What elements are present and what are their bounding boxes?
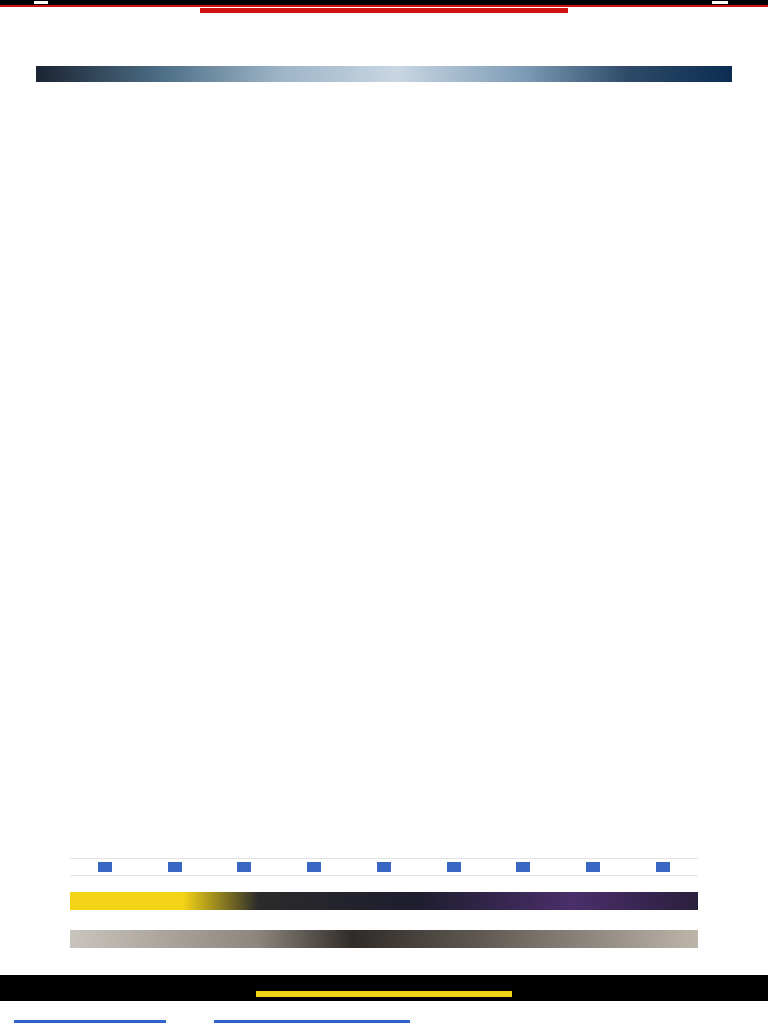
masthead bbox=[0, 0, 768, 7]
hero-image bbox=[36, 66, 732, 82]
hamburger-menu-icon[interactable] bbox=[34, 1, 48, 4]
whatsapp-icon[interactable] bbox=[307, 862, 321, 872]
article-headline bbox=[40, 20, 728, 50]
twitter-icon[interactable] bbox=[168, 862, 182, 872]
print-icon[interactable] bbox=[516, 862, 530, 872]
promo-title[interactable] bbox=[92, 950, 692, 958]
promo-title[interactable] bbox=[92, 912, 692, 920]
related-article-link[interactable] bbox=[92, 878, 692, 886]
hero-caption bbox=[70, 84, 698, 90]
email-icon[interactable] bbox=[237, 862, 251, 872]
footer-brand[interactable] bbox=[0, 978, 768, 986]
subscribe-button[interactable] bbox=[256, 991, 512, 997]
site-footer bbox=[0, 975, 768, 1001]
link-icon[interactable] bbox=[586, 862, 600, 872]
comment-icon[interactable] bbox=[377, 862, 391, 872]
share-icon[interactable] bbox=[447, 862, 461, 872]
site-logo[interactable] bbox=[300, 0, 470, 6]
share-bar bbox=[70, 858, 698, 876]
account-icon[interactable] bbox=[712, 1, 728, 4]
promo-image[interactable] bbox=[70, 930, 698, 948]
footer-link[interactable] bbox=[214, 1020, 410, 1023]
footer-link[interactable] bbox=[14, 1020, 166, 1023]
promo-image[interactable] bbox=[70, 892, 698, 910]
facebook-icon[interactable] bbox=[98, 862, 112, 872]
section-label[interactable] bbox=[200, 8, 568, 13]
more-icon[interactable] bbox=[656, 862, 670, 872]
legal-text bbox=[12, 1003, 756, 1021]
article-body bbox=[72, 92, 694, 854]
article-standfirst bbox=[110, 52, 658, 60]
